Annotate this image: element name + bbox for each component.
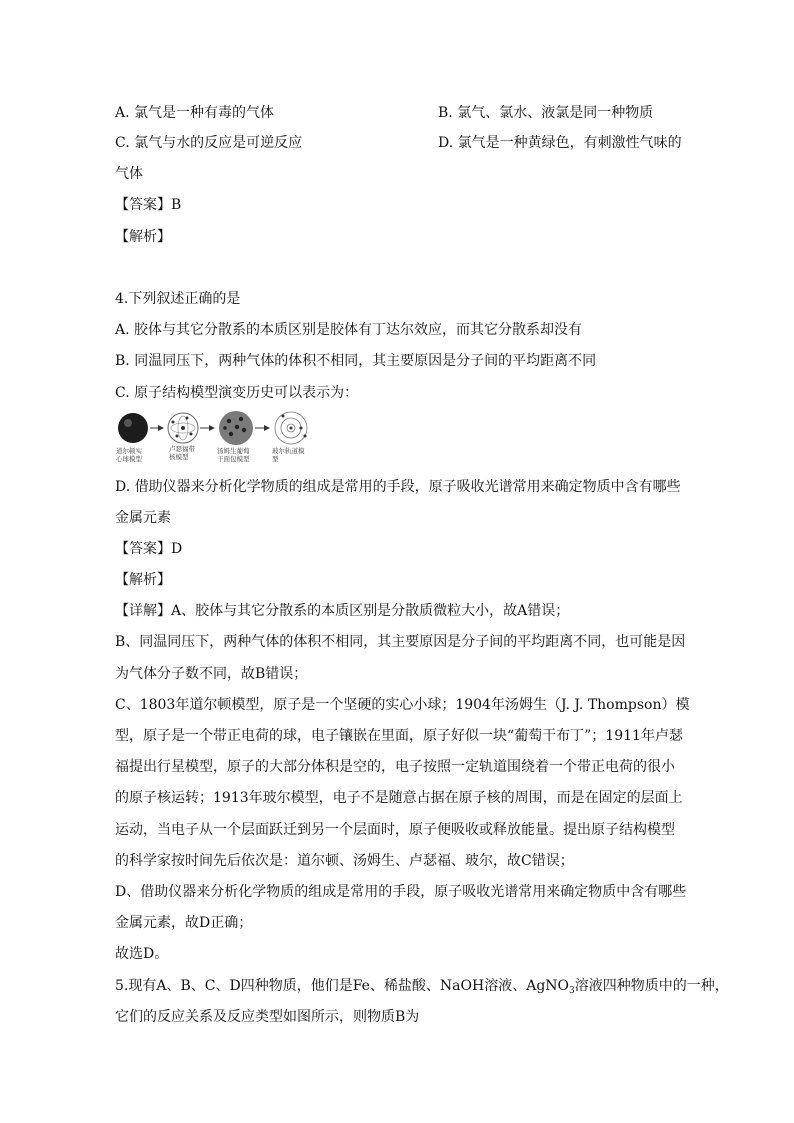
q4-detail-line: 【详解】A、胶体与其它分散系的本质区别是分散质微粒大小，故A错误；: [115, 603, 570, 619]
thomson-model-icon: [219, 411, 253, 445]
q3-option-b: B. 氯气、氯水、液氯是同一种物质: [438, 105, 654, 121]
subscript: 3: [569, 986, 575, 996]
q3-option-a: A. 氯气是一种有毒的气体: [115, 105, 275, 121]
q4-answer: 【答案】D: [115, 541, 183, 557]
q5-stem-part2: 溶液四种物质中的一种，: [574, 978, 729, 994]
q4-detail-line: C、1803年道尔顿模型，原子是一个坚硬的实心小球；1904年汤姆生（J. J. Thompson）模: [115, 697, 690, 713]
thomson-label-2: 干面包模型: [217, 455, 250, 463]
q4-detail-line: 故选D。: [115, 946, 169, 962]
dalton-model-icon: [118, 413, 148, 443]
q4-detail-line: 的科学家按时间先后依次是：道尔顿、汤姆生、卢瑟福、玻尔，故C错误；: [115, 853, 574, 869]
q4-detail-line: B、同温同压下，两种气体的体积不相同，其主要原因是分子间的平均距离不同，也可能是因: [115, 634, 686, 650]
q4-detail-line: 金属元素，故D正确；: [115, 915, 253, 931]
q4-detail-line: 型，原子是一个带正电荷的球，电子镶嵌在里面，原子好似一块“葡萄干布丁”；1911年卢瑟: [115, 728, 683, 744]
q4-option-d-line2: 金属元素: [115, 510, 171, 526]
q4-stem: 4.下列叙述正确的是: [115, 291, 241, 307]
q3-option-c: C. 氯气与水的反应是可逆反应: [115, 135, 303, 151]
atomic-model-diagram: [113, 408, 333, 468]
q4-option-a: A. 胶体与其它分散系的本质区别是胶体有丁达尔效应，而其它分散系却没有: [115, 322, 583, 338]
atomic-model-figure: [113, 408, 333, 468]
q4-detail-line: 的原子核运转；1913年玻尔模型，电子不是随意占据在原子核的周围，而是在固定的层面上: [115, 790, 683, 806]
bohr-label: 玻尔轨道模: [272, 447, 305, 455]
bohr-label-2: 型: [272, 455, 279, 463]
q5-stem-line1: [115, 976, 729, 1001]
q4-option-c: C. 原子结构模型演变历史可以表示为：: [115, 385, 359, 401]
q5-stem-part1: 5.现有A、B、C、D四种物质，他们是Fe、稀盐酸、NaOH溶液、AgNO: [115, 978, 570, 994]
q5-stem-line2: 它们的反应关系及反应类型如图所示，则物质B为: [115, 1009, 420, 1025]
bohr-model-icon: [275, 412, 307, 444]
rutherford-label: 卢瑟福带: [169, 445, 195, 453]
q3-option-d-continuation: 气体: [115, 166, 143, 182]
q4-option-d-line1: D. 借助仪器来分析化学物质的组成是常用的手段，原子吸收光谱常用来确定物质中含有哪些: [115, 479, 681, 495]
q3-analysis-heading: 【解析】: [115, 229, 171, 245]
q4-option-b: B. 同温同压下，两种气体的体积不相同，其主要原因是分子间的平均距离不同: [115, 353, 597, 369]
thomson-label: 汤姆生葡萄: [217, 447, 250, 455]
rutherford-label-2: 核模型: [169, 453, 189, 461]
q4-analysis-heading: 【解析】: [115, 572, 171, 588]
q4-detail-line: 福提出行星模型，原子的大部分体积是空的，电子按照一定轨道围绕着一个带正电荷的很小: [115, 759, 675, 775]
q4-detail-line: 为气体分子数不同，故B错误；: [115, 666, 308, 682]
q3-answer: 【答案】B: [115, 197, 182, 213]
dalton-label-2: 心球模型: [116, 455, 142, 463]
q3-option-d: D. 氯气是一种黄绿色，有刺激性气味的: [438, 135, 682, 151]
q4-detail-line: D、借助仪器来分析化学物质的组成是常用的手段，原子吸收光谱常用来确定物质中含有哪些: [115, 884, 687, 900]
q4-detail-line: 运动，当电子从一个层面跃迁到另一个层面时，原子便吸收或释放能量。提出原子结构模型: [115, 822, 675, 838]
rutherford-model-icon: [168, 413, 198, 443]
dalton-label: 道尔顿实: [116, 447, 142, 455]
